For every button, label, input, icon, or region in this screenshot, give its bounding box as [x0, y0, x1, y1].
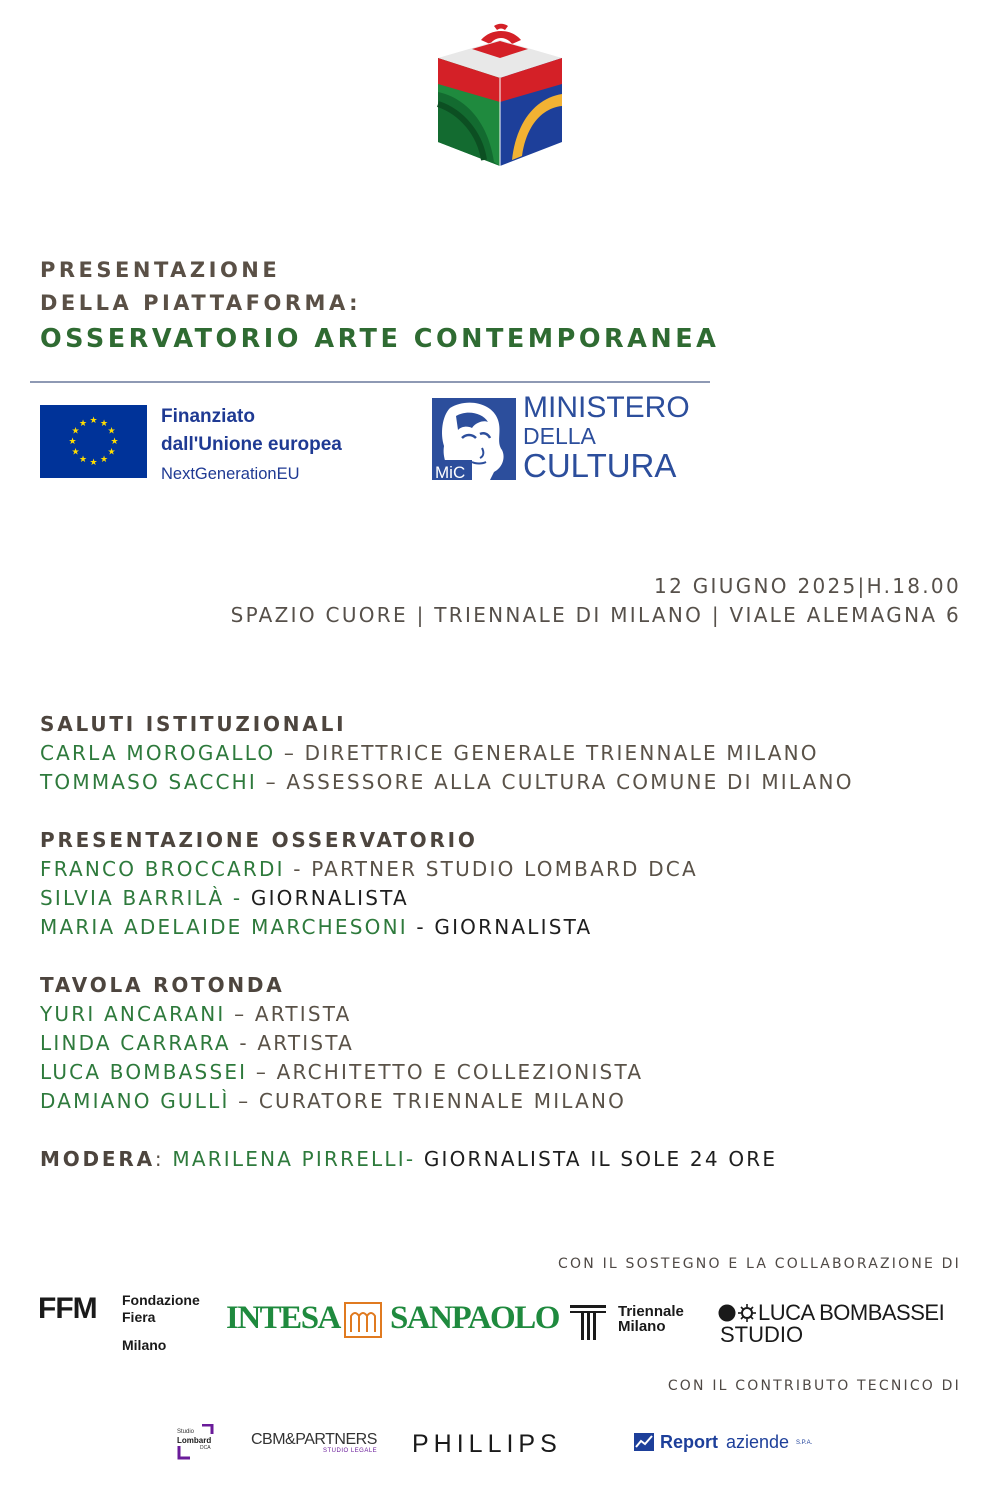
- presentazione-heading: PRESENTAZIONE OSSERVATORIO: [40, 828, 478, 852]
- eu-funding-line-1: Finanziato: [161, 406, 255, 427]
- speaker-role: – ARTISTA: [225, 1002, 352, 1026]
- svg-text:★: ★: [78, 419, 88, 429]
- ministero-cultura-emblem-icon: [432, 398, 516, 480]
- speaker-name: CARLA MOROGALLO: [40, 741, 276, 765]
- speaker-line: [40, 884, 409, 913]
- intesa-sanpaolo-logo: INTESA SANPAOLO: [226, 1300, 559, 1336]
- studio-lombard-dca-logo: Studio Lombard DCA: [176, 1424, 216, 1460]
- speaker-name: TOMMASO SACCHI: [40, 770, 258, 794]
- mic-abbreviation: MiC: [435, 463, 466, 480]
- cbm-partners-logo: CBM&PARTNERS STUDIO LEGALE: [251, 1431, 378, 1454]
- svg-text:★: ★: [78, 455, 88, 465]
- speaker-line: [40, 1000, 352, 1029]
- speaker-name: SILVIA BARRILÀ -: [40, 886, 243, 910]
- speaker-line: [40, 739, 819, 768]
- speaker-line: [40, 855, 698, 884]
- speaker-role: GIORNALISTA: [242, 886, 409, 910]
- event-date: 12 GIUGNO 2025|H.18.00: [654, 574, 961, 598]
- title-line-2: DELLA PIATTAFORMA:: [40, 291, 361, 315]
- svg-text:★: ★: [99, 455, 109, 465]
- moderator-role: GIORNALISTA IL SOLE 24 ORE: [415, 1147, 778, 1171]
- title-line-1: PRESENTAZIONE: [40, 258, 281, 282]
- svg-text:★: ★: [107, 447, 116, 458]
- event-location: SPAZIO CUORE | TRIENNALE DI MILANO | VIALE ALEMAGNA 6: [230, 603, 961, 627]
- speaker-name: DAMIANO GULLÌ: [40, 1089, 230, 1113]
- intesa-emblem-icon: [344, 1302, 382, 1338]
- svg-text:★: ★: [71, 447, 80, 458]
- eu-funding-line-2: dall'Unione europea: [161, 434, 342, 455]
- eu-funding-label: [161, 403, 342, 485]
- speaker-name: LUCA BOMBASSEI: [40, 1060, 248, 1084]
- ministero-cultura-label: [523, 393, 690, 482]
- svg-text:★: ★: [89, 458, 98, 468]
- phillips-logo: PHILLIPS: [412, 1430, 562, 1458]
- observatorio-cube-icon: [436, 22, 564, 168]
- svg-text:★: ★: [107, 426, 116, 437]
- speaker-role: – CURATORE TRIENNALE MILANO: [229, 1089, 627, 1113]
- speaker-role: - ARTISTA: [230, 1031, 354, 1055]
- speaker-role: - PARTNER STUDIO LOMBARD DCA: [284, 857, 698, 881]
- speaker-line: [40, 768, 854, 797]
- triennale-t-icon: [568, 1303, 608, 1341]
- eu-flag-icon: [40, 405, 147, 478]
- ffm-mark: FFM: [38, 1292, 97, 1325]
- report-chart-icon: [634, 1433, 654, 1451]
- speaker-role: – DIRETTRICE GENERALE TRIENNALE MILANO: [275, 741, 819, 765]
- eu-funding-line-3: NextGenerationEU: [161, 465, 300, 483]
- support-label: CON IL SOSTEGNO E LA COLLABORAZIONE DI: [558, 1256, 961, 1272]
- mic-line-2: DELLA: [523, 423, 596, 449]
- tavola-heading: TAVOLA ROTONDA: [40, 973, 285, 997]
- title-divider: [30, 381, 710, 383]
- svg-text:★: ★: [110, 437, 119, 447]
- speaker-name: MARIA ADELAIDE MARCHESONI: [40, 915, 408, 939]
- speaker-name: FRANCO BROCCARDI: [40, 857, 285, 881]
- speaker-line: [40, 1029, 354, 1058]
- speaker-line: [40, 1087, 626, 1116]
- speaker-line: [40, 1058, 643, 1087]
- bombassei-dots-icon: [718, 1303, 760, 1323]
- saluti-heading: SALUTI ISTITUZIONALI: [40, 712, 347, 736]
- speaker-role: – ASSESSORE ALLA CULTURA COMUNE DI MILANO: [257, 770, 854, 794]
- speaker-role: – ARCHITETTO E COLLEZIONISTA: [247, 1060, 644, 1084]
- svg-text:★: ★: [99, 419, 109, 429]
- title-platform-name: OSSERVATORIO ARTE CONTEMPORANEA: [40, 324, 720, 354]
- svg-text:★: ★: [89, 416, 98, 426]
- speaker-name: LINDA CARRARA: [40, 1031, 231, 1055]
- mic-line-3: CULTURA: [523, 447, 677, 484]
- svg-text:★: ★: [71, 426, 80, 437]
- moderator-label: MODERA: [40, 1147, 155, 1171]
- speaker-line: [40, 913, 592, 942]
- svg-text:★: ★: [68, 437, 77, 447]
- mic-line-1: MINISTERO: [523, 391, 690, 424]
- moderator-name: MARILENA PIRRELLI-: [172, 1147, 416, 1171]
- speaker-role: - GIORNALISTA: [407, 915, 593, 939]
- speaker-name: YURI ANCARANI: [40, 1002, 226, 1026]
- tech-label: CON IL CONTRIBUTO TECNICO DI: [667, 1378, 961, 1394]
- moderator-line: MODERA: MARILENA PIRRELLI- GIORNALISTA IL SOLE 24 ORE: [40, 1147, 778, 1171]
